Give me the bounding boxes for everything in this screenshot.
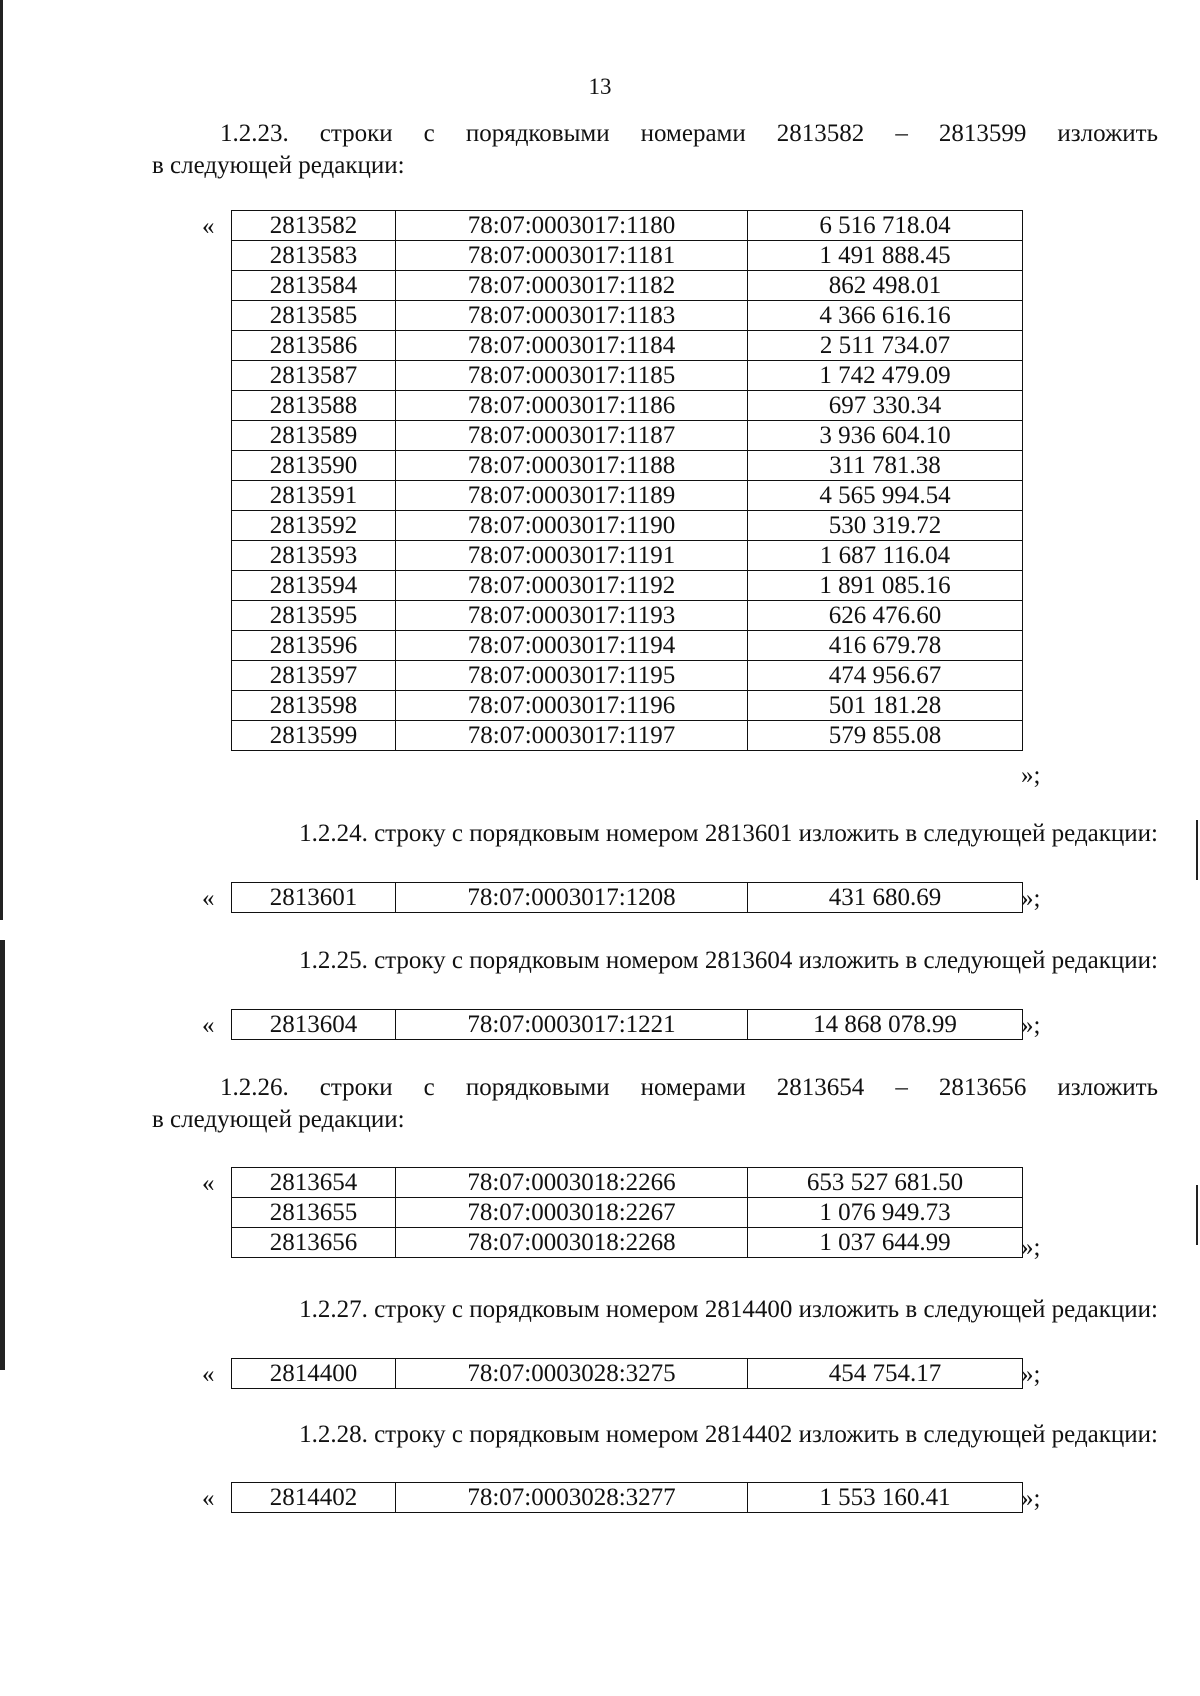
table-row	[232, 661, 1023, 691]
cadastral-number-cell: 78:07:0003017:1185	[396, 361, 748, 391]
scan-edge-mark	[0, 940, 5, 1370]
order-number-cell: 2814402	[232, 1483, 396, 1513]
table-row	[232, 421, 1023, 451]
value-cell: 311 781.38	[748, 451, 1023, 481]
order-number-cell: 2813588	[232, 391, 396, 421]
order-number-cell: 2813598	[232, 691, 396, 721]
cadastral-number-cell: 78:07:0003017:1187	[396, 421, 748, 451]
paragraph-1-2-27: 1.2.27. строку с порядковым номером 2814400 изложить в следующей редакции:	[299, 1296, 1158, 1323]
table-row	[232, 301, 1023, 331]
value-cell: 1 891 085.16	[748, 571, 1023, 601]
value-cell: 1 076 949.73	[748, 1198, 1023, 1228]
cadastral-number-cell: 78:07:0003017:1188	[396, 451, 748, 481]
value-cell: 1 491 888.45	[748, 241, 1023, 271]
close-quote: »;	[1021, 885, 1041, 912]
value-cell: 1 037 644.99	[748, 1228, 1023, 1258]
cadastral-number-cell: 78:07:0003018:2266	[396, 1168, 748, 1198]
paragraph-1-2-24: 1.2.24. строку с порядковым номером 2813601 изложить в следующей редакции:	[299, 820, 1158, 847]
table-row	[232, 601, 1023, 631]
table-row	[232, 691, 1023, 721]
order-number-cell: 2813599	[232, 721, 396, 751]
table-row	[232, 721, 1023, 751]
paragraph-1-2-25: 1.2.25. строку с порядковым номером 2813604 изложить в следующей редакции:	[299, 947, 1158, 974]
cadastral-number-cell: 78:07:0003017:1195	[396, 661, 748, 691]
cadastral-number-cell: 78:07:0003017:1186	[396, 391, 748, 421]
value-cell: 1 687 116.04	[748, 541, 1023, 571]
cadastral-number-cell: 78:07:0003028:3277	[396, 1483, 748, 1513]
close-quote: »;	[1021, 762, 1041, 789]
value-cell: 1 742 479.09	[748, 361, 1023, 391]
open-quote: «	[202, 1485, 215, 1512]
cadastral-number-cell: 78:07:0003017:1184	[396, 331, 748, 361]
close-quote: »;	[1021, 1234, 1041, 1261]
value-cell: 626 476.60	[748, 601, 1023, 631]
order-number-cell: 2813654	[232, 1168, 396, 1198]
cadastral-number-cell: 78:07:0003017:1197	[396, 721, 748, 751]
order-number-cell: 2813593	[232, 541, 396, 571]
order-number-cell: 2813591	[232, 481, 396, 511]
order-number-cell: 2813597	[232, 661, 396, 691]
cadastral-number-cell: 78:07:0003017:1189	[396, 481, 748, 511]
paragraph-1-2-28: 1.2.28. строку с порядковым номером 2814402 изложить в следующей редакции:	[299, 1421, 1158, 1448]
table-row	[232, 1168, 1023, 1198]
close-quote: »;	[1021, 1012, 1041, 1039]
paragraph-line: в следующей редакции:	[152, 1106, 405, 1133]
value-cell: 3 936 604.10	[748, 421, 1023, 451]
cadastral-number-cell: 78:07:0003028:3275	[396, 1359, 748, 1389]
table-row	[232, 631, 1023, 661]
cadastral-number-cell: 78:07:0003017:1191	[396, 541, 748, 571]
amendment-table-1-2-24	[231, 882, 1023, 913]
order-number-cell: 2813601	[232, 883, 396, 913]
cadastral-number-cell: 78:07:0003017:1182	[396, 271, 748, 301]
order-number-cell: 2813594	[232, 571, 396, 601]
table-row	[232, 883, 1023, 913]
order-number-cell: 2813586	[232, 331, 396, 361]
cadastral-number-cell: 78:07:0003017:1193	[396, 601, 748, 631]
table-row	[232, 211, 1023, 241]
order-number-cell: 2813595	[232, 601, 396, 631]
table-row	[232, 1010, 1023, 1040]
table-row	[232, 571, 1023, 601]
cadastral-number-cell: 78:07:0003017:1194	[396, 631, 748, 661]
table-row	[232, 391, 1023, 421]
open-quote: «	[202, 885, 215, 912]
value-cell: 501 181.28	[748, 691, 1023, 721]
value-cell: 697 330.34	[748, 391, 1023, 421]
cadastral-number-cell: 78:07:0003017:1208	[396, 883, 748, 913]
table-row	[232, 1359, 1023, 1389]
table-row	[232, 331, 1023, 361]
value-cell: 431 680.69	[748, 883, 1023, 913]
cadastral-number-cell: 78:07:0003017:1192	[396, 571, 748, 601]
paragraph-line: 1.2.23. строки с порядковыми номерами 2813582 – 2813599 изложить	[220, 120, 1158, 147]
scan-edge-mark	[1196, 1185, 1198, 1245]
order-number-cell: 2813582	[232, 211, 396, 241]
table-row	[232, 481, 1023, 511]
table-row	[232, 541, 1023, 571]
value-cell: 4 565 994.54	[748, 481, 1023, 511]
cadastral-number-cell: 78:07:0003017:1196	[396, 691, 748, 721]
open-quote: «	[202, 1170, 215, 1197]
amendment-table-1-2-23	[231, 210, 1023, 751]
value-cell: 4 366 616.16	[748, 301, 1023, 331]
order-number-cell: 2813604	[232, 1010, 396, 1040]
amendment-table-1-2-26	[231, 1167, 1023, 1258]
value-cell: 474 956.67	[748, 661, 1023, 691]
close-quote: »;	[1021, 1485, 1041, 1512]
table-row	[232, 1483, 1023, 1513]
table-row	[232, 361, 1023, 391]
value-cell: 653 527 681.50	[748, 1168, 1023, 1198]
order-number-cell: 2813590	[232, 451, 396, 481]
order-number-cell: 2813587	[232, 361, 396, 391]
cadastral-number-cell: 78:07:0003018:2267	[396, 1198, 748, 1228]
open-quote: «	[202, 1361, 215, 1388]
amendment-table-1-2-27	[231, 1358, 1023, 1389]
order-number-cell: 2813585	[232, 301, 396, 331]
value-cell: 416 679.78	[748, 631, 1023, 661]
paragraph-line: 1.2.26. строки с порядковыми номерами 2813654 – 2813656 изложить	[220, 1074, 1158, 1101]
order-number-cell: 2813589	[232, 421, 396, 451]
paragraph-1-2-23	[152, 118, 1158, 182]
cadastral-number-cell: 78:07:0003017:1190	[396, 511, 748, 541]
open-quote: «	[202, 1012, 215, 1039]
value-cell: 862 498.01	[748, 271, 1023, 301]
order-number-cell: 2814400	[232, 1359, 396, 1389]
table-row	[232, 451, 1023, 481]
cadastral-number-cell: 78:07:0003017:1221	[396, 1010, 748, 1040]
order-number-cell: 2813656	[232, 1228, 396, 1258]
value-cell: 2 511 734.07	[748, 331, 1023, 361]
table-row	[232, 511, 1023, 541]
table-row	[232, 1198, 1023, 1228]
cadastral-number-cell: 78:07:0003017:1181	[396, 241, 748, 271]
order-number-cell: 2813584	[232, 271, 396, 301]
cadastral-number-cell: 78:07:0003018:2268	[396, 1228, 748, 1258]
value-cell: 1 553 160.41	[748, 1483, 1023, 1513]
paragraph-line: в следующей редакции:	[152, 152, 405, 179]
scan-edge-mark	[1196, 820, 1198, 880]
close-quote: »;	[1021, 1361, 1041, 1388]
amendment-table-1-2-25	[231, 1009, 1023, 1040]
order-number-cell: 2813592	[232, 511, 396, 541]
order-number-cell: 2813655	[232, 1198, 396, 1228]
page-number: 13	[588, 74, 612, 99]
cadastral-number-cell: 78:07:0003017:1180	[396, 211, 748, 241]
order-number-cell: 2813583	[232, 241, 396, 271]
cadastral-number-cell: 78:07:0003017:1183	[396, 301, 748, 331]
value-cell: 6 516 718.04	[748, 211, 1023, 241]
value-cell: 454 754.17	[748, 1359, 1023, 1389]
table-row	[232, 271, 1023, 301]
paragraph-1-2-26	[152, 1072, 1158, 1136]
scan-edge-mark	[0, 0, 3, 920]
table-row	[232, 241, 1023, 271]
table-row	[232, 1228, 1023, 1258]
value-cell: 14 868 078.99	[748, 1010, 1023, 1040]
open-quote: «	[202, 213, 215, 240]
amendment-table-1-2-28	[231, 1482, 1023, 1513]
value-cell: 579 855.08	[748, 721, 1023, 751]
value-cell: 530 319.72	[748, 511, 1023, 541]
order-number-cell: 2813596	[232, 631, 396, 661]
